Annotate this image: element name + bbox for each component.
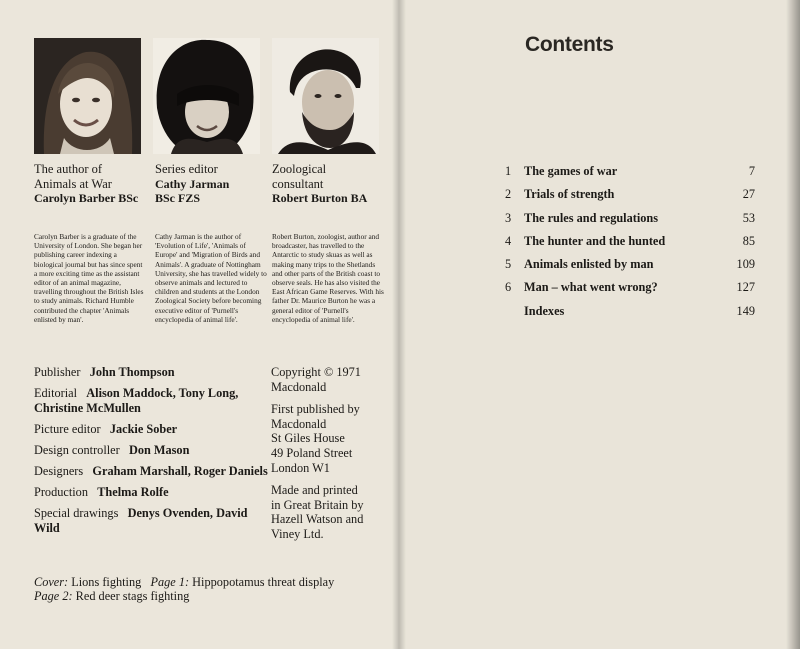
toc-title: Trials of strength [524,187,615,202]
caption-label: Page 2: [34,588,73,603]
credit-names: Don Mason [128,443,190,457]
contributor-bio-1: Carolyn Barber is a graduate of the University of London. She began her publishing career indexing a biological journal but has since spent a more exciting time as the assistant editor of an animal magazine, travelling throughout the British Isles to study animals. Richard Humble contributed the chapter 'Animals enlisted by man'. [34,232,144,324]
contributor-caption-3 [272,162,387,206]
copyright-line: Macdonald [271,379,327,394]
address-line: First published by [271,402,360,417]
address-line: 49 Poland Street [271,445,353,460]
copyright-block [271,365,386,550]
copyright-notice [271,365,386,394]
contributor-role: Series editor [155,162,218,176]
toc-entry[interactable] [505,211,755,234]
credit-label: Production [34,485,88,499]
contributor-caption-2 [155,162,267,206]
credit-label: Special drawings [34,506,119,520]
toc-number: 4 [505,233,512,248]
production-credits [34,365,269,542]
address-line: Macdonald [271,416,327,431]
credit-names: Jackie Sober [109,422,178,436]
credit-line [34,443,269,458]
toc-title: The rules and regulations [524,210,659,225]
credit-line [34,464,269,479]
credit-label: Picture editor [34,422,101,436]
printer-line: in Great Britain by [271,497,364,512]
contributor-bio-3: Robert Burton, zoologist, author and broadcaster, has travelled to the Antarctic to study skuas as well as making many trips to the Shetlands and other parts of the British coast to observe seals. He has also visited the East African Game Reserves. With his father Dr. Maurice Burton he was a general editor of 'Purnell's encyclopedia of animal life'. [272,232,384,324]
toc-number: 5 [505,257,512,272]
credit-label: Editorial [34,386,78,400]
contributor-role: Animals at War [34,176,112,191]
author-photo-carolyn-barber [34,38,141,154]
toc-entry[interactable] [505,187,755,210]
caption-label: Cover: [34,575,69,589]
toc-page-number: 7 [748,164,755,178]
left-page [0,0,398,649]
contributor-role: Zoological [272,162,327,176]
toc-page-number: 27 [742,187,755,202]
toc-page-number: 85 [742,233,755,248]
copyright-line: Copyright © 1971 [271,365,361,379]
credit-names: Thelma Rolfe [97,485,169,499]
credit-names: Alison Maddock, Tony Long, Christine McMullen [34,386,239,415]
picture-captions [34,576,394,603]
toc-entry[interactable] [505,280,755,303]
toc-number: 3 [505,210,512,225]
publisher-address [271,402,386,475]
credit-line [34,386,269,416]
caption-text: Red deer stags fighting [75,588,190,603]
contributor-name: BSc FZS [155,191,201,205]
toc-entry[interactable] [505,164,755,187]
toc-page-number: 149 [736,303,755,318]
printer-line: Viney Ltd. [271,526,324,541]
printer-line: Hazell Watson and [271,512,364,527]
caption-line [34,590,394,604]
caption-line [34,576,394,590]
toc-number: 2 [505,187,512,202]
toc-title: Indexes [524,303,565,318]
caption-text: Hippopotamus threat display [192,575,335,589]
credit-line [34,506,269,536]
toc-title: The games of war [524,164,618,178]
credit-label: Design controller [34,443,120,457]
toc-page-number: 53 [742,210,755,225]
toc-title: The hunter and the hunted [524,233,666,248]
contributor-bio-2: Cathy Jarman is the author of 'Evolution of Life', 'Animals of Europe' and 'Migration of Birds and Animals'. A graduate of Nottingham University, she has travelled widely to observe animals and lectured to children and students at the London Zoological Society before becoming executive editor of 'Purnell's encyclopedia of animal life'. [155,232,267,324]
toc-page-number: 127 [736,280,755,295]
toc-number: 1 [505,164,512,178]
caption-label: Page 1: [150,575,190,589]
printer-line: Made and printed [271,483,358,498]
book-gutter [392,0,406,649]
consultant-photo-robert-burton [272,38,379,154]
contributor-role: The author of [34,162,103,176]
caption-text: Lions fighting [71,575,142,589]
toc-entry[interactable] [505,257,755,280]
address-line: London W1 [271,460,330,475]
table-of-contents [505,164,755,327]
toc-entry[interactable] [505,304,755,327]
address-line: St Giles House [271,431,345,446]
toc-page-number: 109 [736,257,755,272]
contributor-caption-1 [34,162,152,206]
contents-heading: Contents [525,33,614,56]
credit-line [34,485,269,500]
credit-names: John Thompson [89,365,175,379]
toc-title: Animals enlisted by man [524,257,654,272]
printer-info [271,483,386,541]
credit-label: Designers [34,464,84,478]
credit-label: Publisher [34,365,81,379]
contributor-role: consultant [272,176,324,191]
contributor-name: Carolyn Barber BSc [34,191,139,205]
credit-names: Denys Ovenden, David Wild [34,506,248,535]
toc-number: 6 [505,280,512,295]
credit-line [34,422,269,437]
editor-photo-cathy-jarman [153,38,260,154]
contributor-name: Cathy Jarman [155,176,230,191]
credit-names: Graham Marshall, Roger Daniels [92,464,268,478]
toc-entry[interactable] [505,234,755,257]
contributor-name: Robert Burton BA [272,191,368,205]
page-edge-shadow [786,0,800,649]
toc-title: Man – what went wrong? [524,280,658,295]
credit-line [34,365,269,380]
